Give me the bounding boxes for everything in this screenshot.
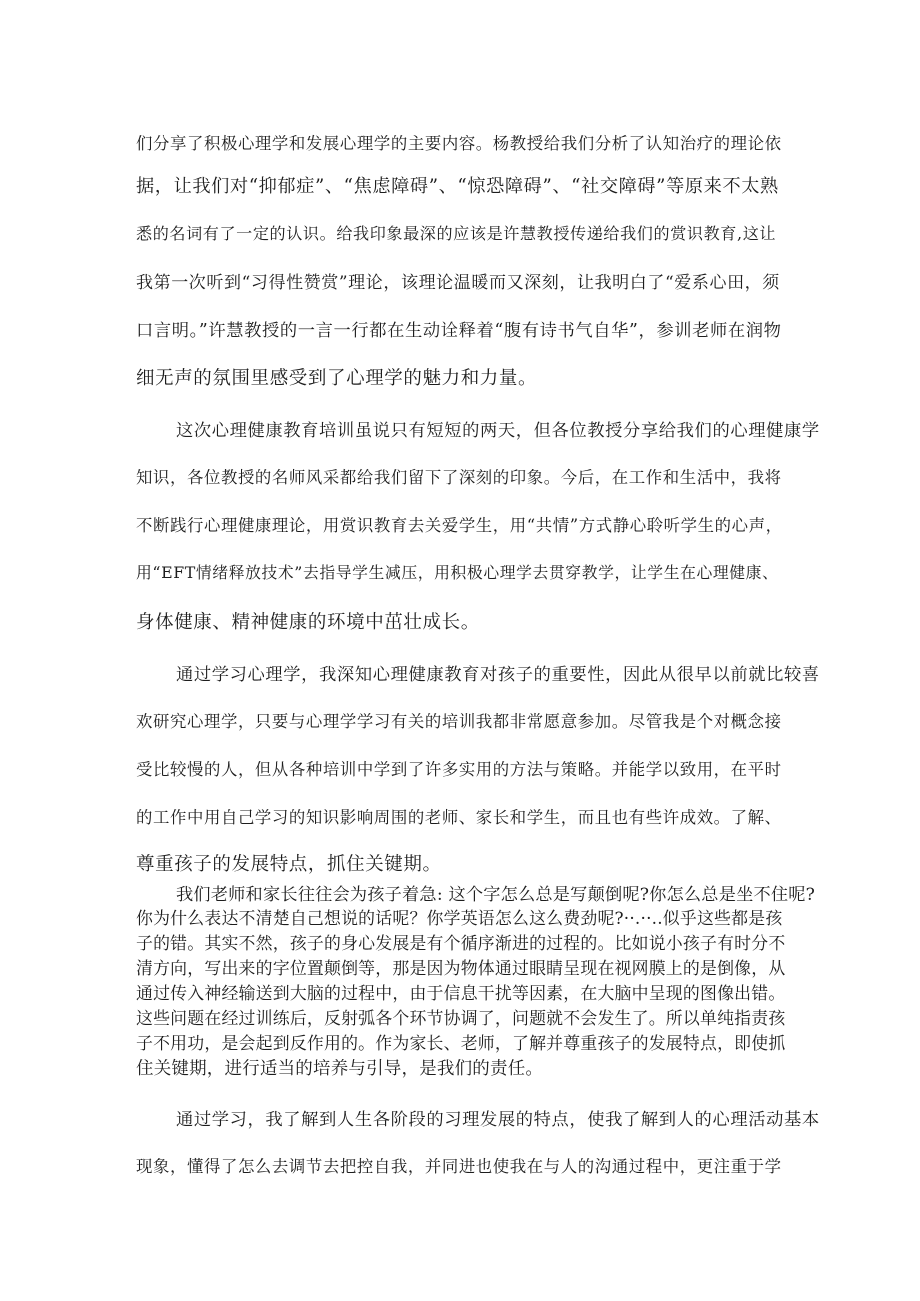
paragraph-3-line-3: 受比较慢的人，但从各种培训中学到了许多实用的方法与策略。并能学以致用，在平时 (136, 760, 782, 779)
paragraph-4-line-6: 这些问题在经过训练后，反射弧各个环节协调了，问题就不会发生了。所以单纯指责孩 (136, 1008, 786, 1028)
paragraph-4-line-5: 通过传入神经输送到大脑的过程中，由于信息干扰等因素，在大脑中呈现的图像出错。 (136, 983, 786, 1003)
paragraph-4-line-3: 子的错。其实不然，孩子的身心发展是有个循序渐进的过程的。比如说小孩子有时分不 (136, 933, 786, 953)
paragraph-2-line-4: 用“EFT情绪释放技术”去指导学生减压，用积极心理学去贯穿教学，让学生在心理健康、 (136, 563, 779, 582)
paragraph-4-line-4: 清方向，写出来的字位置颠倒等，那是因为物体通过眼睛呈现在视网膜上的是倒像，从 (136, 958, 786, 978)
paragraph-2-line-2: 知识，各位教授的名师风采都给我们留下了深刻的印象。今后，在工作和生活中，我将 (136, 468, 782, 487)
paragraph-3-line-2: 欢研究心理学，只要与心理学学习有关的培训我都非常愿意参加。尽管我是个对概念接 (136, 712, 782, 731)
paragraph-1-line-1: 们分享了积极心理学和发展心理学的主要内容。杨教授给我们分析了认知治疗的理论依 (136, 134, 782, 153)
paragraph-1-line-3: 悉的名词有了一定的认识。给我印象最深的应该是许慧教授传递给我们的赏识教育,这让 (136, 224, 777, 243)
paragraph-1-line-4: 我第一次听到“习得性赞赏”理论，该理论温暖而又深刻，让我明白了“爱系心田，须 (136, 273, 780, 293)
paragraph-4-line-2: 你为什么表达不清楚自己想说的话呢？你学英语怎么这么费劲呢?··.··..似乎这些都是孩 (136, 908, 783, 928)
paragraph-2-line-5: 身体健康、精神健康的环境中茁壮成长。 (136, 612, 480, 633)
paragraph-4-line-8: 住关键期，进行适当的培养与引导，是我们的责任。 (136, 1059, 544, 1079)
paragraph-3-line-4: 的工作中用自己学习的知识影响周围的老师、家长和学生，而且也有些许成效。了解、 (136, 808, 782, 827)
paragraph-4-line-1: 我们老师和家长往往会为孩子着急: 这个字怎么总是写颠倒呢?你怎么总是坐不住呢? (176, 885, 816, 905)
paragraph-5-line-2: 现象，懂得了怎么去调节去把控自我，并同进也使我在与人的沟通过程中，更注重于学 (136, 1157, 782, 1176)
paragraph-2-line-1: 这次心理健康教育培训虽说只有短短的两天，但各位教授分享给我们的心理健康学 (176, 421, 820, 441)
paragraph-3-line-1: 通过学习心理学，我深知心理健康教育对孩子的重要性，因此从很早以前就比较喜 (176, 665, 820, 685)
paragraph-3-line-5: 尊重孩子的发展特点，抓住关键期。 (136, 854, 442, 875)
paragraph-4-line-7: 子不用功，是会起到反作用的。作为家长、老师，了解并尊重孩子的发展特点，即使抓 (136, 1033, 786, 1053)
paragraph-2-line-3: 不断践行心理健康理论，用赏识教育去关爱学生，用“共情”方式静心聆听学生的心声， (136, 516, 783, 535)
paragraph-1-line-5: 口言明。”许慧教授的一言一行都在生动诠释着“腹有诗书气自华”，参训老师在润物 (136, 321, 782, 341)
paragraph-1-line-6: 细无声的氛围里感受到了心理学的魅力和力量。 (136, 368, 538, 389)
paragraph-1-line-2: 据，让我们对“抑郁症”、“焦虑障碍”、“惊恐障碍”、“社交障碍”等原来不太熟 (136, 176, 779, 197)
paragraph-5-line-1: 通过学习，我了解到人生各阶段的习理发展的特点，使我了解到人的心理活动基本 (176, 1110, 820, 1130)
